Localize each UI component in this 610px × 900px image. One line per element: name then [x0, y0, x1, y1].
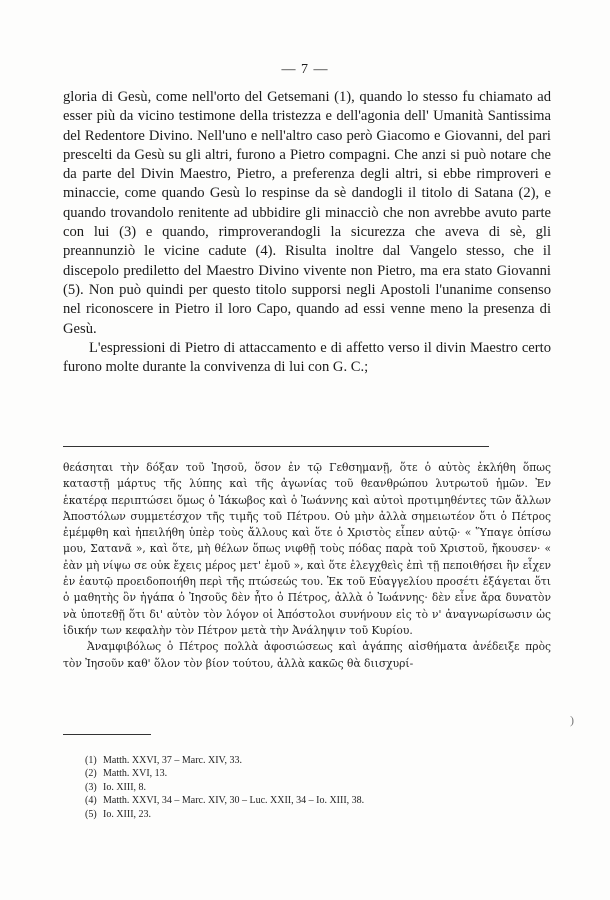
footnote-rule — [63, 734, 151, 735]
footnote-number: (5) — [85, 808, 97, 820]
main-italian-text — [63, 88, 551, 377]
footnote-text: Io. XIII, 8. — [103, 781, 147, 793]
footnote-text: Matth. XVI, 13. — [103, 768, 168, 780]
footnote-item — [85, 754, 505, 767]
greek-paragraph-2: Ἀναμφιβόλως ὁ Πέτρος πολλὰ ἀφοσιώσεως καὶ ἀγάπης αἰσθήματα ἀνέδειξε πρὸς τὸν Ἰησοῦν καθ' ὅλον τὸν βίον τούτου, ἀλλὰ κακῶς θὰ διισχυρί- — [63, 640, 551, 670]
main-paragraph-2: L'espressioni di Pietro di attaccamento e di affetto verso il divin Maestro certo furono molte durante la convivenza di lui con G. C.; — [63, 339, 551, 376]
main-paragraph-1: gloria di Gesù, come nell'orto del Getsemani (1), quando lo stesso fu chiamato ad esser più da vicino testimone della tristezza e dell'agonia dell' Umanità Santissima del Redentore Divino. Nell'uno e nell'altro caso però Giacomo e Giovanni, del pari prescelti da Gesù su gli altri, furono a Pietro compagni. Che anzi si può notare che da parte del Divin Maestro, Pietro, a preferenza degli altri, si ebbe rimproveri e minaccie, come quando Gesù lo respinse da sè dandogli il titolo di Satana (2), e quando trovandolo renitente ad ubbidire gli minacciò che non avrebbe avuto parte con lui (3) e quando, rimproverandogli la sicurezza che aveva di sè, gli preannunziò le vicine cadute (4). Risulta inoltre dal Vangelo stesso, che il discepolo prediletto del Maestro Divino vivente non Pietro, ma era stato Giovanni (5). Non può quindi per questo titolo supporsi negli Apostoli l'unanime consenso nel riconoscere in Pietro il loro Capo, quando ad essi venne meno la presenza di Gesù. — [63, 89, 551, 337]
footnote-number: (1) — [85, 755, 97, 766]
margin-mark: ) — [570, 713, 574, 727]
footnote-number: (2) — [85, 768, 97, 780]
footnotes-list — [85, 754, 505, 821]
footnote-text: Matth. XXVI, 37 – Marc. XIV, 33. — [103, 755, 242, 766]
footnote-text: Matth. XXVI, 34 – Marc. XIV, 30 – Luc. XXII, 34 – Io. XIII, 38. — [103, 795, 365, 807]
greek-paragraph-1: θεάσηται τὴν δόξαν τοῦ Ἰησοῦ, ὅσον ἐν τῷ Γεθσημανῇ, ὅτε ὁ αὐτὸς ἐκλήθη ὅπως καταστῇ μάρτυς τῆς λύπης καὶ τῆς ἀγωνίας τοῦ θεανθρώπου λυτρωτοῦ ἡμῶν. Ἐν ἑκατέρᾳ περιπτώσει ὅμως ὁ Ἰάκωβος καὶ ὁ Ἰωάννης καὶ αὐτοὶ προτιμηθέντες τῶν ἄλλων Ἀποστόλων συμμετέσχον τῆς τιμῆς τοῦ Πέτρου. Οὐ μὴν ἀλλὰ σημειωτέον ὅτι ὁ Πέτρος ἐμέμφθη καὶ ἠπειλήθη ὑπὲρ τοὺς ἄλλους καὶ ὅτε ὁ Χριστὸς εἶπεν αὐτῷ· « Ὕπαγε ὀπίσω μου, Σατανᾶ », καὶ ὅτε, μὴ θέλων ὅπως νιφθῇ τοὺς πόδας παρὰ τοῦ Χριστοῦ, ἤκουσεν· « ἐὰν μὴ νίψω σε οὐκ ἔχεις μέρος μετ' ἐμοῦ », καὶ ὅτε ἐλεγχθεὶς ἐπὶ τῇ πεποιθήσει ἣν εἶχεν ἐν ἑαυτῷ προειδοποιήθη περὶ τῆς πτώσεώς του. Ἐκ τοῦ Εὐαγγελίου προσέτι ἐξάγεται ὅτι ὁ μαθητὴς ὃν ἠγάπα ὁ Ἰησοῦς δὲν ἦτο ὁ Πέτρος, ἀλλὰ ὁ Ἰωάννης· δὲν εἶνε ἄρα δυνατὸν νὰ ὑποτεθῇ ὅτι δι' αὐτὸν τὸν λόγον οἱ Ἀπόστολοι συνήνουν εἰς τὸ ν' ἀναγνωρίσωσιν ὡς ἰδικήν των κεφαλὴν τὸν Πέτρον μετὰ τὴν Ἀνάληψιν τοῦ Κυρίου. — [63, 461, 551, 637]
footnote-item — [85, 808, 505, 821]
page-number: — 7 — — [281, 62, 329, 77]
footnote-text: Io. XIII, 23. — [103, 808, 152, 820]
footnote-number: (3) — [85, 781, 97, 793]
footnote-item — [85, 781, 505, 794]
footnote-item — [85, 767, 505, 780]
greek-translation-text — [63, 460, 551, 672]
footnote-item — [85, 794, 505, 807]
footnote-number: (4) — [85, 795, 97, 807]
section-divider — [63, 446, 489, 447]
